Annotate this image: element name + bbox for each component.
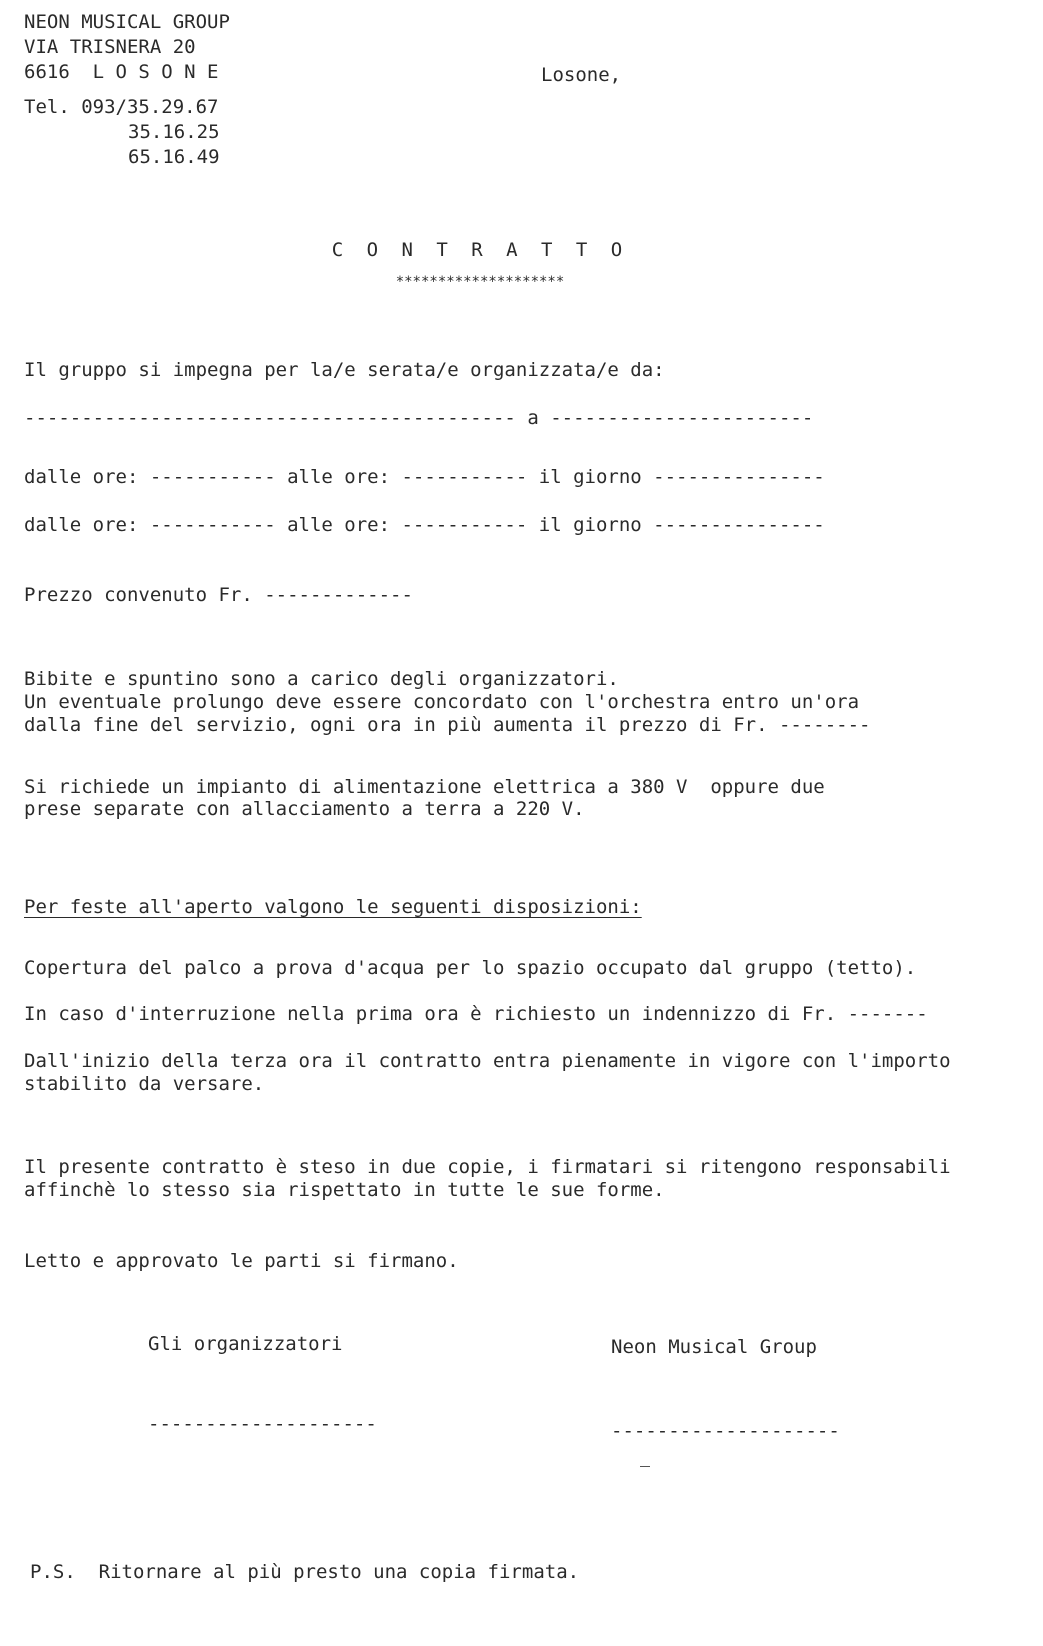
time-line-1: dalle ore: ----------- alle ore: ----------- il giorno --------------- (24, 466, 825, 488)
outdoor-third-hour-2: stabilito da versare. (24, 1073, 265, 1095)
contract-title: C O N T R A T T O (331, 239, 629, 261)
company-telephone-2: 35.16.25 (128, 121, 220, 143)
copies-clause-2: affinchè lo stesso sia rispettato in tutte le sue forme. (24, 1179, 665, 1201)
power-requirement-1: Si richiede un impianto di alimentazione elettrica a 380 V oppure due (24, 776, 825, 798)
company-city: 6616 L O S O N E (24, 61, 219, 83)
postscript: P.S. Ritornare al più presto una copia firmata. (30, 1561, 580, 1583)
approval-line: Letto e approvato le parti si firmano. (24, 1250, 459, 1272)
place-date: Losone, (541, 64, 622, 86)
organizer-blank-line: ------------------------------------------- a ----------------------- (24, 407, 814, 429)
company-name: NEON MUSICAL GROUP (24, 11, 230, 33)
signature-line-organizers: -------------------- (148, 1413, 377, 1435)
title-stars: ******************** (395, 274, 565, 290)
terms-extension-1: Un eventuale prolungo deve essere concordato con l'orchestra entro un'ora (24, 691, 860, 713)
time-line-2: dalle ore: ----------- alle ore: ----------- il giorno --------------- (24, 514, 825, 536)
outdoor-interruption: In caso d'interruzione nella prima ora è richiesto un indennizzo di Fr. ------- (24, 1003, 928, 1025)
outdoor-third-hour-1: Dall'inizio della terza ora il contratto entra pienamente in vigore con l'importo (24, 1050, 951, 1072)
outdoor-cover: Copertura del palco a prova d'acqua per lo spazio occupato dal gruppo (tetto). (24, 957, 917, 979)
copies-clause-1: Il presente contratto è steso in due copie, i firmatari si ritengono responsabili (24, 1156, 951, 1178)
terms-refreshments: Bibite e spuntino sono a carico degli organizzatori. (24, 668, 619, 690)
company-street: VIA TRISNERA 20 (24, 36, 196, 58)
agreed-price: Prezzo convenuto Fr. ------------- (24, 584, 413, 606)
ink-speck (640, 1466, 650, 1467)
company-telephone: Tel. 093/35.29.67 (24, 96, 219, 118)
engagement-intro: Il gruppo si impegna per la/e serata/e organizzata/e da: (24, 359, 665, 381)
power-requirement-2: prese separate con allacciamento a terra a 220 V. (24, 798, 585, 820)
terms-extension-2: dalla fine del servizio, ogni ora in più aumenta il prezzo di Fr. -------- (24, 714, 871, 736)
signature-line-group: -------------------- (611, 1420, 840, 1442)
signature-label-organizers: Gli organizzatori (148, 1333, 343, 1355)
outdoor-heading: Per feste all'aperto valgono le seguenti disposizioni: (24, 896, 642, 918)
company-telephone-3: 65.16.49 (128, 146, 220, 168)
signature-label-group: Neon Musical Group (611, 1336, 817, 1358)
